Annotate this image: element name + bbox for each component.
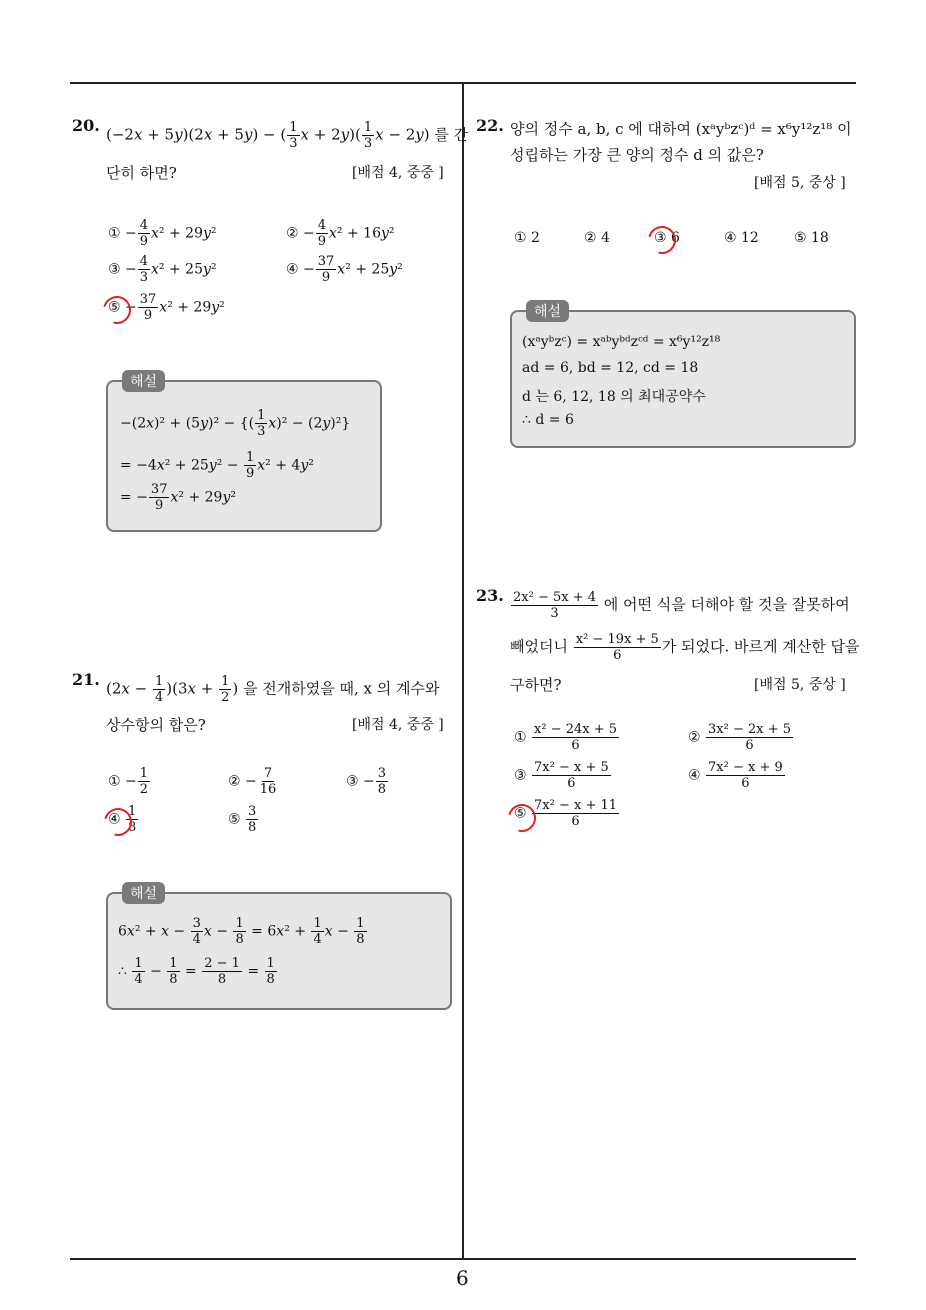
option-2[interactable]: ② − $\frac{7}{16}$	[228, 766, 277, 797]
grade-label: [배점 5, 중상 ]	[754, 175, 846, 191]
option-4[interactable]: ④ $\frac{1}{8}$	[108, 804, 137, 835]
solution-box	[106, 374, 382, 532]
option-label: ②	[688, 729, 701, 746]
option-label: ⑤	[514, 805, 527, 822]
question-text-line2: 상수항의 합은?	[106, 716, 206, 734]
solution-line-4: ∴ d = 6	[522, 412, 574, 428]
solution-tag: 해설	[122, 882, 165, 904]
option-denominator: 6	[567, 776, 576, 791]
solution-line-3: = − $\frac{37}{9}$ x² + 29y²	[120, 482, 236, 513]
question-text: (2x − $\frac{1}{4}$ )(3x + $\frac{1}{2}$ ) 을 전개하였을 때, x 의 계수와	[106, 674, 440, 705]
option-3[interactable]: ③ − $\frac{4}{3}$ x² + 25y²	[108, 254, 217, 285]
question-text-line2: 성립하는 가장 큰 양의 정수 d 의 값은?	[510, 146, 764, 164]
solution-tag: 해설	[526, 300, 569, 322]
option-1[interactable]: ① 2	[514, 230, 540, 246]
question-number: 22.	[476, 116, 504, 135]
solution-line-2: = −4x² + 25y² − $\frac{1}{9}$ x² + 4y²	[120, 450, 314, 481]
option-numerator: 3x² − 2x + 5	[708, 722, 792, 737]
option-3[interactable]	[514, 760, 612, 791]
option-5[interactable]: ⑤ 18	[794, 230, 829, 246]
solution-line-2: ∴ $\frac{1}{4}$ − $\frac{1}{8}$ = $\frac{2 - 1}{8}$ = $\frac{1}{8}$	[118, 956, 275, 987]
question-number: 23.	[476, 586, 504, 605]
option-3[interactable]: ③ − $\frac{3}{8}$	[346, 766, 387, 797]
center-divider	[462, 84, 464, 1260]
question-text-line1	[510, 590, 850, 621]
option-denominator: 6	[741, 776, 750, 791]
question-text-line1: 양의 정수 a, b, c 에 대하여 (xᵃyᵇzᶜ)ᵈ = x⁶y¹²z¹⁸ 이	[510, 120, 852, 138]
grade-label: [배점 4, 중중 ]	[352, 165, 444, 181]
solution-line-3: d 는 6, 12, 18 의 최대공약수	[522, 389, 706, 405]
text-tail: 를 간	[434, 125, 469, 144]
option-4[interactable]: ④ 12	[724, 230, 759, 246]
option-2[interactable]: ② 4	[584, 230, 610, 246]
text-2-pre: 빼었더니	[510, 637, 568, 656]
solution-line-2: ad = 6, bd = 12, cd = 18	[522, 360, 699, 376]
option-numerator: x² − 24x + 5	[534, 722, 618, 737]
page-number: 6	[456, 1266, 469, 1290]
solution-line-1: −(2x)² + (5y)² − {( $\frac{1}{3}$ x)² − (2y)²}	[120, 408, 351, 439]
solution-box	[106, 886, 452, 1010]
question-text: (−2x + 5y)(2x + 5y) − ( $\frac{1}{3}$ x + 2y)( $\frac{1}{3}$ x − 2y) 를 간	[106, 120, 469, 151]
option-numerator: 7x² − x + 9	[708, 760, 783, 775]
option-label: ④	[688, 767, 701, 784]
grade-label: [배점 5, 중상 ]	[754, 677, 846, 693]
option-2[interactable]: ② − $\frac{4}{9}$ x² + 16y²	[286, 218, 395, 249]
frac1-denominator: 3	[550, 606, 559, 621]
option-numerator: 7x² − x + 11	[534, 798, 618, 813]
frac2-numerator: x² − 19x + 5	[575, 632, 659, 647]
option-3[interactable]: ③ 6	[654, 230, 680, 246]
option-denominator: 6	[745, 738, 754, 753]
option-1[interactable]: ① − $\frac{1}{2}$	[108, 766, 149, 797]
option-numerator: 7x² − x + 5	[534, 760, 609, 775]
grade-label: [배점 4, 중중 ]	[352, 717, 444, 733]
option-denominator: 6	[571, 738, 580, 753]
option-4[interactable]: ④ − $\frac{37}{9}$ x² + 25y²	[286, 254, 403, 285]
question-number: 21.	[72, 670, 100, 689]
solution-box	[510, 304, 856, 448]
answer-circle-mark	[643, 221, 681, 259]
text-tail: 을 전개하였을 때, x 의 계수와	[243, 679, 440, 698]
option-1[interactable]: ① − $\frac{4}{9}$ x² + 29y²	[108, 218, 217, 249]
frac2-denominator: 6	[613, 648, 622, 663]
solution-tag: 해설	[122, 370, 165, 392]
question-text-line2	[510, 632, 860, 663]
frac1-numerator: 2x² − 5x + 4	[513, 590, 597, 605]
option-5[interactable]: ⑤ − $\frac{37}{9}$ x² + 29y²	[108, 292, 225, 323]
bottom-rule	[70, 1258, 856, 1260]
solution-line-1: 6x² + x − $\frac{3}{4}$ x − $\frac{1}{8}$ = 6x² + $\frac{1}{4}$ x − $\frac{1}{8}$	[118, 916, 365, 947]
question-number: 20.	[72, 116, 100, 135]
option-5[interactable]: ⑤ $\frac{3}{8}$	[228, 804, 257, 835]
option-4[interactable]	[688, 760, 786, 791]
option-label: ①	[514, 729, 527, 746]
solution-line-1: (xᵃyᵇzᶜ) = xᵃᵇyᵇᵈzᶜᵈ = x⁶y¹²z¹⁸	[522, 334, 721, 350]
option-denominator: 6	[571, 814, 580, 829]
text-2-post: 가 되었다. 바르게 계산한 답을	[661, 637, 860, 656]
text-1: 에 어떤 식을 더해야 할 것을 잘못하여	[603, 595, 850, 614]
option-label: ③	[514, 767, 527, 784]
option-1[interactable]	[514, 722, 620, 753]
question-text-line2: 단히 하면?	[106, 164, 177, 182]
option-2[interactable]	[688, 722, 794, 753]
question-text-line3: 구하면?	[510, 676, 562, 694]
